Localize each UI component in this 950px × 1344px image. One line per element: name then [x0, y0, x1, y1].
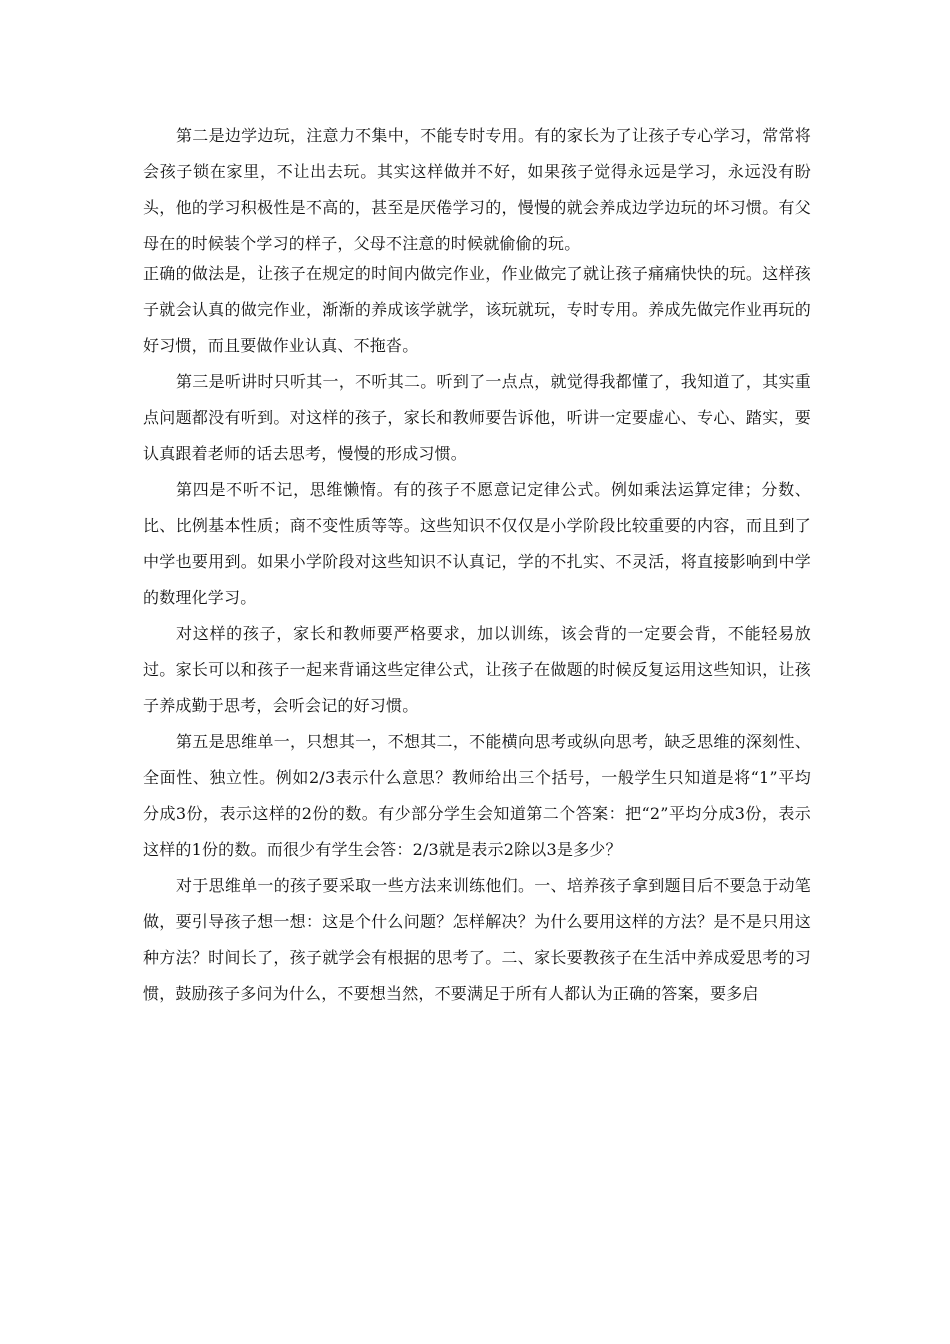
- paragraph-habit-4: 第四是不听不记，思维懒惰。有的孩子不愿意记定律公式。例如乘法运算定律；分数、比、比例基本性质；商不变性质等等。这些知识不仅仅是小学阶段比较重要的内容，而且到了中学也要用到。如果小学阶段对这些知识不认真记，学的不扎实、不灵活，将直接影响到中学的数理化学习。: [143, 480, 811, 607]
- paragraph-habit-5: 第五是思维单一，只想其一，不想其二，不能横向思考或纵向思考，缺乏思维的深刻性、全面性、独立性。例如2/3表示什么意思？教师给出三个括号，一般学生只知道是将“1”平均分成3份，表示这样的2份的数。有少部分学生会知道第二个答案：把“2”平均分成3份，表示这样的1份的数。而很少有学生会答：2/3就是表示2除以3是多少？: [143, 732, 811, 859]
- paragraph-habit-5-advice: 对于思维单一的孩子要采取一些方法来训练他们。一、培养孩子拿到题目后不要急于动笔做，要引导孩子想一想：这是个什么问题？怎样解决？为什么要用这样的方法？是不是只用这种方法？时间长了，孩子就学会有根据的思考了。二、家长要教孩子在生活中养成爱思考的习惯，鼓励孩子多问为什么，不要想当然，不要满足于所有人都认为正确的答案，要多启: [143, 876, 811, 1003]
- paragraph-correct-method: 正确的做法是，让孩子在规定的时间内做完作业，作业做完了就让孩子痛痛快快的玩。这样孩子就会认真的做完作业，渐渐的养成该学就学，该玩就玩，专时专用。养成先做完作业再玩的好习惯，而且要做作业认真、不拖沓。: [143, 264, 811, 355]
- paragraph-habit-4-advice: 对这样的孩子，家长和教师要严格要求，加以训练，该会背的一定要会背，不能轻易放过。家长可以和孩子一起来背诵这些定律公式，让孩子在做题的时候反复运用这些知识，让孩子养成勤于思考，会听会记的好习惯。: [143, 624, 811, 715]
- paragraph-habit-3: 第三是听讲时只听其一，不听其二。听到了一点点，就觉得我都懂了，我知道了，其实重点问题都没有听到。对这样的孩子，家长和教师要告诉他，听讲一定要虚心、专心、踏实，要认真跟着老师的话去思考，慢慢的形成习惯。: [143, 372, 811, 463]
- document-body: [143, 118, 811, 1012]
- paragraph-habit-2: 第二是边学边玩，注意力不集中，不能专时专用。有的家长为了让孩子专心学习，常常将会孩子锁在家里，不让出去玩。其实这样做并不好，如果孩子觉得永远是学习，永远没有盼头，他的学习积极性是不高的，甚至是厌倦学习的，慢慢的就会养成边学边玩的坏习惯。有父母在的时候装个学习的样子，父母不注意的时候就偷偷的玩。: [143, 126, 811, 253]
